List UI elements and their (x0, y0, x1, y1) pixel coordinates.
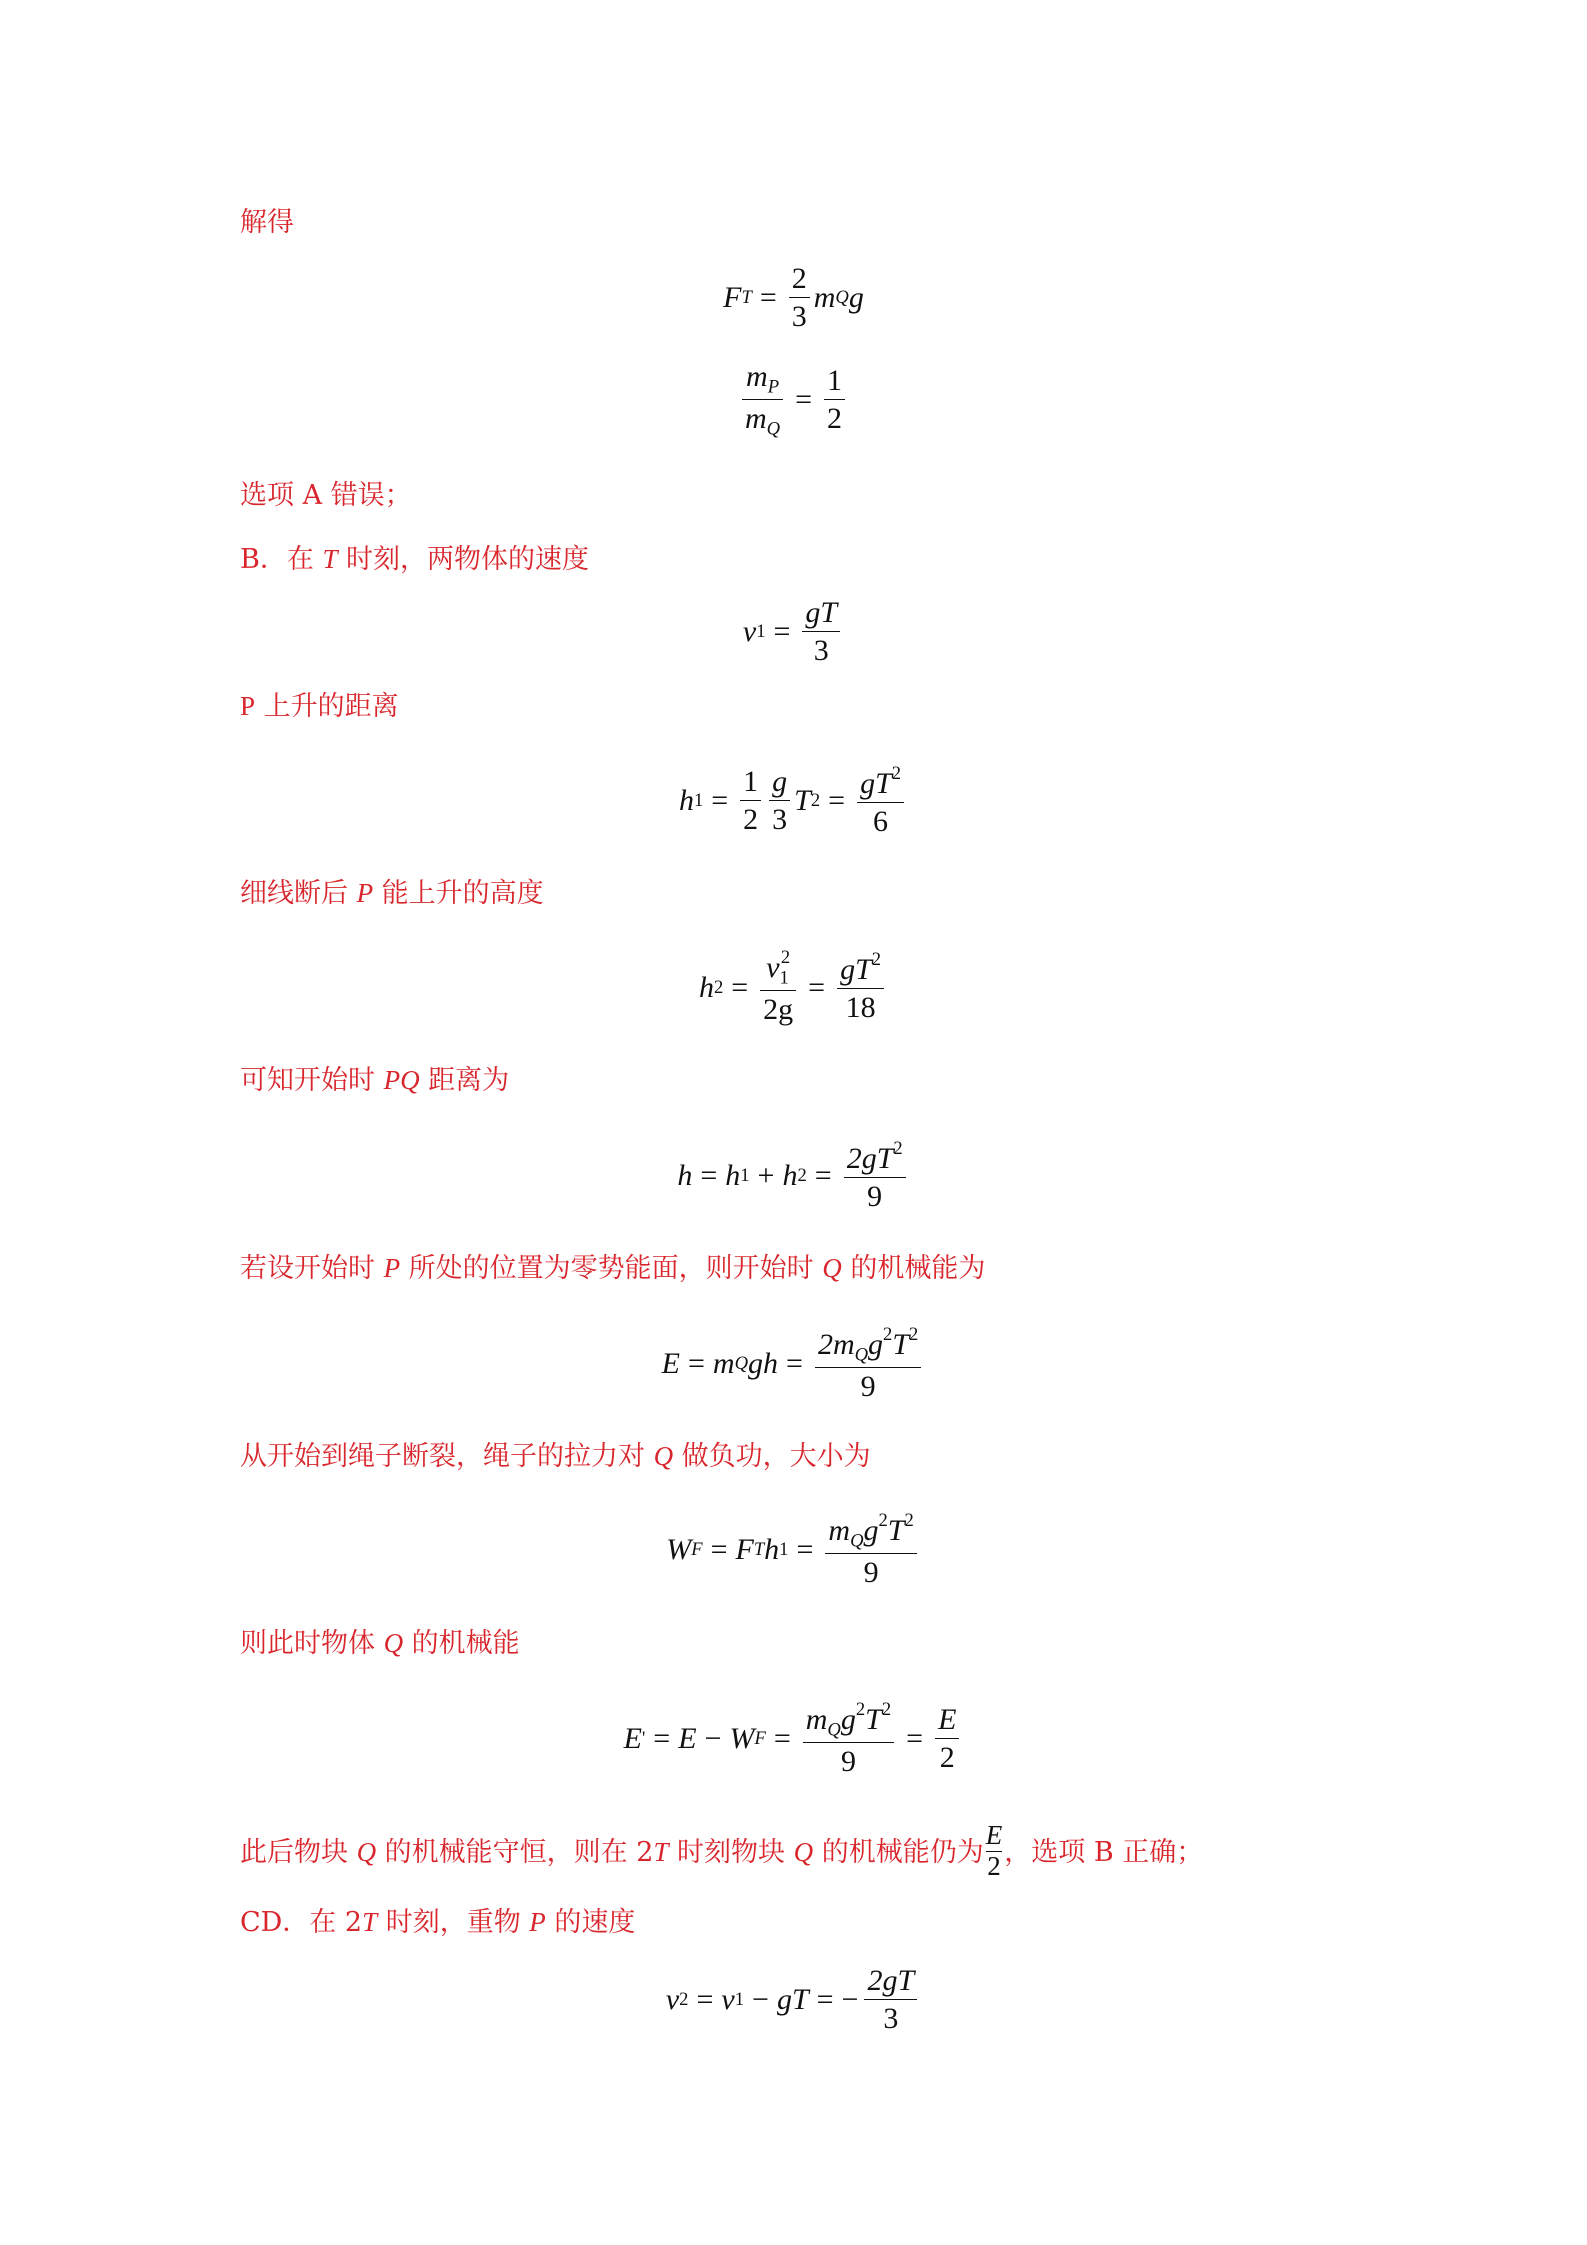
inline-fraction-e-over-2: $\frac{E}{2}$ (985, 1820, 1003, 1881)
text-line-option-a: 选项 A 错误； (240, 480, 412, 511)
text-line-option-b: B．在 T 时刻，两物体的速度 (240, 544, 590, 575)
text-line-energy-conserved: 此后物块 Q 的机械能守恒，则在 2T 时刻物块 Q 的机械能仍为 $\frac{E}{2}$ ，选项 B 正确； (240, 1820, 1204, 1881)
text-line-p-rise: P 上升的距离 (240, 691, 399, 722)
text-line-pq-distance: 可知开始时 PQ 距离为 (240, 1065, 510, 1096)
equation-tension: F T = $\frac{2}{3}$ m Q g (723, 261, 864, 333)
equation-work: W F = F T h 1 = $\frac{m_Qg^2T^2}{9}$ (0, 1508, 1587, 1592)
equation-h-total: h = h 1 + h 2 = $\frac{2gT^2}{9}$ (0, 1135, 1587, 1217)
equation-v1: v 1 = $\frac{gT}{3}$ (0, 592, 1587, 672)
equation-h1: h 1 = $\frac{1}{2}$ $\frac{g}{3}$ T 2 = $\frac{gT^2}{6}$ (0, 760, 1587, 842)
equation-mass-ratio: $\frac{m_P}{m_Q}$ = $\frac{1}{2}$ (0, 355, 1587, 445)
equation-energy-e-prime: E ' = E − W F = $\frac{m_Qg^2T^2}{9}$ = $\frac{E}{2}$ (0, 1697, 1587, 1781)
text-line-negative-work: 从开始到绳子断裂，绳子的拉力对 Q 做负功，大小为 (240, 1441, 871, 1472)
equation-energy-e: E = m Q gh = $\frac{2m_Qg^2T^2}{9}$ (0, 1322, 1587, 1406)
equation-h2: h 2 = $\frac{v_1^2}{2g}$ = $\frac{gT^2}{18}$ (0, 945, 1587, 1030)
text-line-q-energy-now: 则此时物体 Q 的机械能 (240, 1628, 520, 1659)
text-line-zero-potential: 若设开始时 P 所处的位置为零势能面，则开始时 Q 的机械能为 (240, 1253, 986, 1284)
text-line-jiede: 解得 (240, 207, 294, 238)
equation-v2: v 2 = v 1 − gT = − $\frac{2gT}{3}$ (0, 1958, 1587, 2042)
text-line-after-break: 细线断后 P 能上升的高度 (240, 878, 544, 909)
text-line-option-cd: CD．在 2T 时刻，重物 P 的速度 (240, 1907, 636, 1938)
